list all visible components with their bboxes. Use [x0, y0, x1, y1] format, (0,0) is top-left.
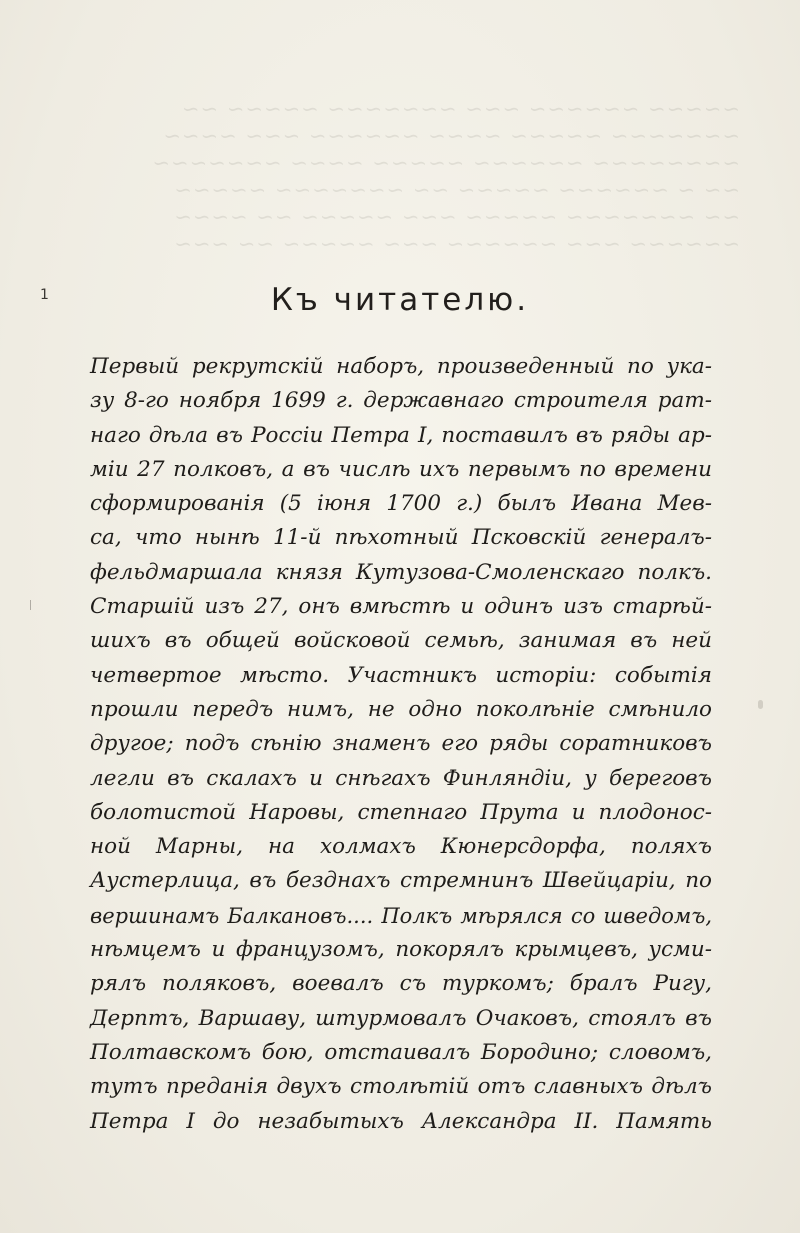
text-line: легли въ скалахъ и снѣгахъ Финляндіи, у береговъ	[90, 765, 712, 791]
text-line: Полтавскомъ бою, отстаивалъ Бородино; словомъ,	[90, 1039, 712, 1065]
text-line: фельдмаршала князя Кутузова-Смоленскаго полкъ.	[90, 559, 712, 585]
text-line: Петра I до незабытыхъ Александра II. Память	[90, 1108, 712, 1134]
page-title: Къ читателю.	[270, 282, 530, 318]
text-line: са, что нынѣ 11-й пѣхотный Псковскій генералъ-	[90, 525, 712, 551]
text-line: наго дѣла въ Россіи Петра I, поставилъ въ ряды ар-	[90, 422, 712, 448]
text-line: нѣмцемъ и французомъ, покорялъ крымцевъ, усми-	[90, 937, 712, 963]
text-line: вершинамъ Балкановъ.... Полкъ мѣрялся со шведомъ,	[90, 903, 712, 928]
margin-mark: 1	[40, 287, 49, 303]
body-text	[90, 350, 712, 1139]
margin-tick	[30, 600, 31, 610]
text-line: Аустерлица, въ безднахъ стремнинъ Швейцаріи, по	[90, 868, 712, 894]
reverse-side-bleed-through: ~~~~~ ~~~~~~ ~~~ ~~~~~~~ ~~~~~ ~~ ~~~~~~~ ~~~~~ ~~~~ ~~~~~~ ~~~ ~~~~ ~~~~~~~~ ~~~~~~ ~~~~~ ~~~~ ~~~~~~~ ~~ ~ ~~~~~~ ~~~~~ ~~ ~~~~~~~ ~~~~~ ~~ ~~~~~~~ ~~~~~ ~~~ ~~~~~ ~~ ~~~~ ~~~~~~ ~~~ ~~~~~~ ~~~ ~~~~~ ~~ ~~~	[151, 97, 740, 256]
text-line: Старшій изъ 27, онъ вмѣстѣ и одинъ изъ старѣй-	[90, 594, 712, 620]
text-line: сформированія (5 іюня 1700 г.) былъ Ивана Мев-	[90, 491, 712, 517]
text-line: болотистой Наровы, степнаго Прута и плодонос-	[90, 799, 712, 825]
text-line: шихъ въ общей войсковой семьѣ, занимая въ ней	[90, 628, 712, 654]
text-line: ной Марны, на холмахъ Кюнерсдорфа, поляхъ	[90, 834, 712, 860]
text-line: тутъ преданія двухъ столѣтій отъ славныхъ дѣлъ	[90, 1074, 712, 1100]
text-line: прошли передъ нимъ, не одно поколѣніе смѣнило	[90, 696, 712, 722]
text-line: Первый рекрутскій наборъ, произведенный по ука-	[90, 354, 712, 379]
text-line: Дерптъ, Варшаву, штурмовалъ Очаковъ, стоялъ въ	[90, 1005, 712, 1031]
text-line: зу 8-го ноября 1699 г. державнаго строителя рат-	[90, 388, 712, 414]
text-line: другое; подъ сѣнію знаменъ его ряды соратниковъ	[90, 731, 712, 757]
text-line: рялъ поляковъ, воевалъ съ туркомъ; бралъ Ригу,	[90, 971, 712, 997]
text-line: міи 27 полковъ, а въ числѣ ихъ первымъ по времени	[90, 456, 712, 482]
paper-speck	[758, 700, 763, 709]
text-line: четвертое мѣсто. Участникъ исторіи: событія	[90, 662, 712, 688]
